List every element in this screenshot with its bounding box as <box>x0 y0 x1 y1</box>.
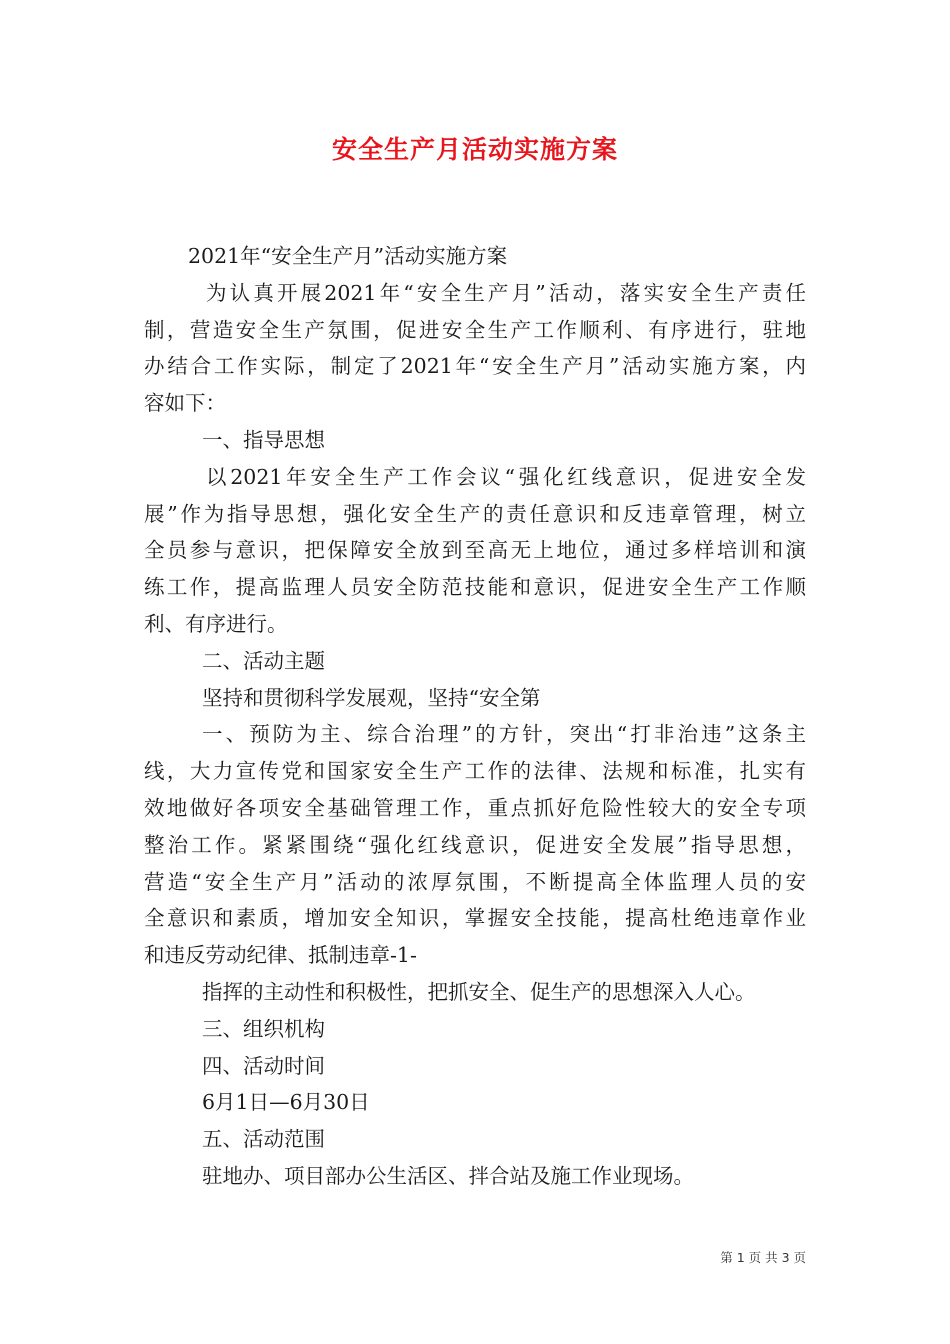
document-body <box>144 238 806 1195</box>
paragraph-line: 指挥的主动性和积极性，把抓安全、促生产的思想深入人心。 <box>202 979 756 1004</box>
paragraph-line: 容如下： <box>144 391 226 416</box>
paragraph-line: 二、活动主题 <box>202 648 325 673</box>
paragraph-line: 和违反劳动纪律、抵制违章-1- <box>144 943 417 968</box>
paragraph-line: 利、有序进行。 <box>144 611 288 636</box>
paragraph-line: 2021年“安全生产月”活动实施方案 <box>188 244 508 268</box>
page-indicator: 第 1 页 共 3 页 <box>720 1250 806 1265</box>
paragraph-line: 一、预防为主、综合治理”的方针，突出“打非治违”这条主 <box>202 722 806 747</box>
paragraph-line: 制，营造安全生产氛围，促进安全生产工作顺利、有序进行，驻地 <box>144 317 806 342</box>
paragraph-line: 以2021年安全生产工作会议“强化红线意识，促进安全发 <box>206 464 806 489</box>
paragraph-line: 营造“安全生产月”活动的浓厚氛围，不断提高全体监理人员的安 <box>144 869 806 894</box>
paragraph-line: 全员参与意识，把保障安全放到至高无上地位，通过多样培训和演 <box>144 538 806 563</box>
paragraph-line: 一、指导思想 <box>202 427 325 452</box>
paragraph-line: 6月1日—6月30日 <box>202 1090 370 1115</box>
paragraph-line: 坚持和贯彻科学发展观，坚持“安全第 <box>202 685 541 710</box>
paragraph-line: 五、活动范围 <box>202 1127 325 1152</box>
paragraph-line: 三、组织机构 <box>202 1016 325 1041</box>
paragraph-line: 办结合工作实际，制定了2021年“安全生产月”活动实施方案，内 <box>144 354 806 379</box>
paragraph-line: 四、活动时间 <box>202 1053 325 1078</box>
paragraph-line: 展”作为指导思想，强化安全生产的责任意识和反违章管理，树立 <box>144 501 806 526</box>
paragraph-line: 练工作，提高监理人员安全防范技能和意识，促进安全生产工作顺 <box>144 575 806 600</box>
paragraph-line: 效地做好各项安全基础管理工作，重点抓好危险性较大的安全专项 <box>144 795 806 820</box>
document-title: 安全生产月活动实施方案 <box>331 135 618 164</box>
paragraph-line: 线，大力宣传党和国家安全生产工作的法律、法规和标准，扎实有 <box>144 759 806 784</box>
paragraph-line: 全意识和素质，增加安全知识，掌握安全技能，提高杜绝违章作业 <box>144 906 806 931</box>
paragraph-line: 为认真开展2021年“安全生产月”活动，落实安全生产责任 <box>206 280 806 305</box>
paragraph-line: 驻地办、项目部办公生活区、拌合站及施工作业现场。 <box>202 1163 694 1188</box>
paragraph-line: 整治工作。紧紧围绕“强化红线意识，促进安全发展”指导思想， <box>144 832 806 857</box>
